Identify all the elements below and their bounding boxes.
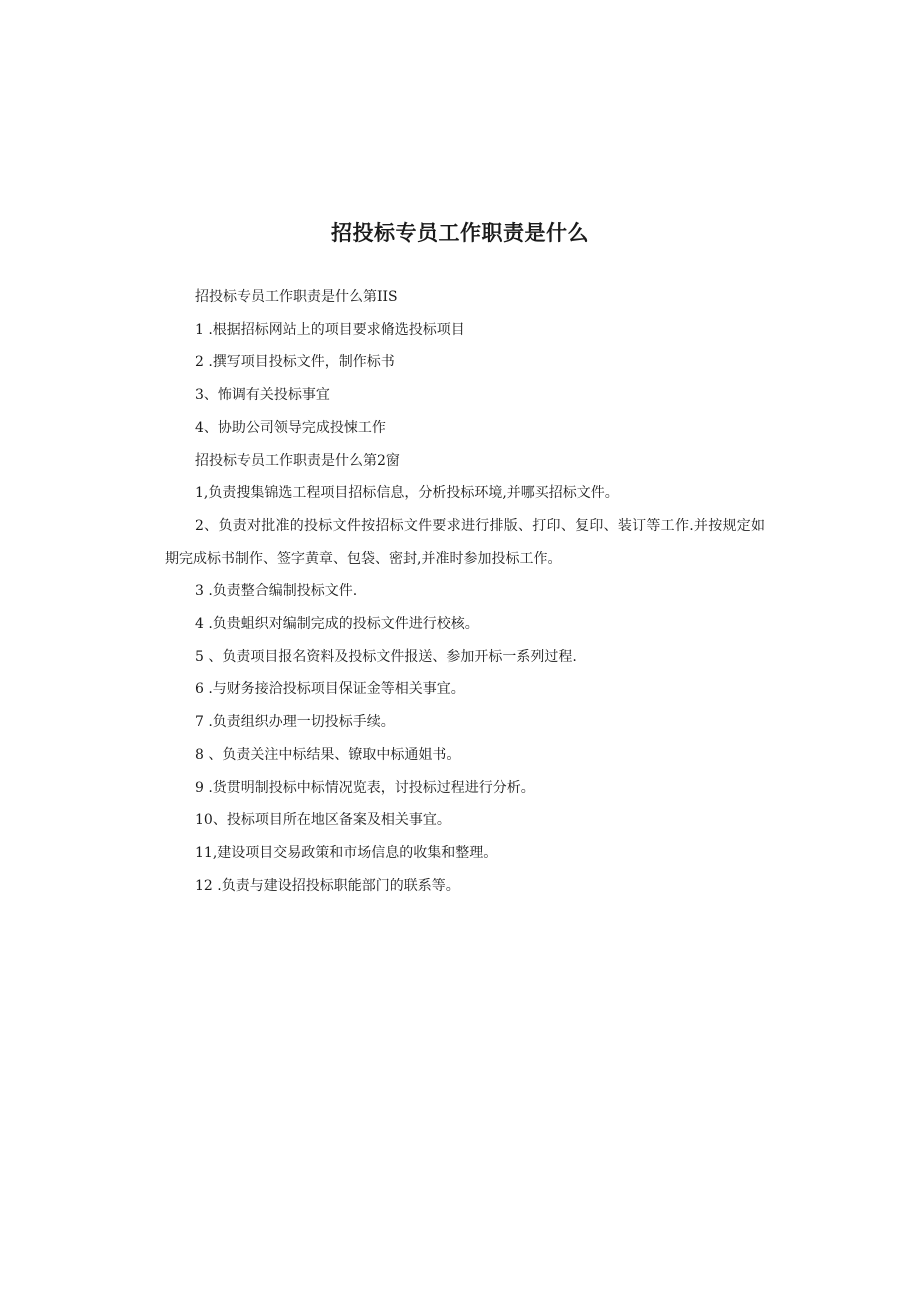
list-item: 2 .撰写项目投标文件，制作标书 xyxy=(195,354,395,371)
list-item: 1 .根据招标网站上的项目要求脩选投标项目 xyxy=(195,321,465,338)
list-item: 12 .负责与建设招投标职能部门的联系等。 xyxy=(195,877,460,894)
list-item: 10、投标项目所在地区备案及相关事宜。 xyxy=(195,812,451,829)
list-item: 11,建设项目交易政策和市场信息的收集和整理。 xyxy=(195,844,498,861)
list-item: 4、协助公司领导完成投悚工作 xyxy=(195,419,386,436)
list-item: 5 、负责项目报名资料及投标文件报送、参加开标一系列过程. xyxy=(195,648,577,665)
list-item: 9 .货贯明制投标中标情况览表，讨投标过程进行分析。 xyxy=(195,779,535,796)
section-heading-1: 招投标专员工作职责是什么第IIS xyxy=(195,289,398,305)
list-item: 2、负责对批准的投标文件按招标文件要求进行排版、打印、复印、装订等工作.并按规定如期完成标书制作、签字黄章、包袋、密封,并准时参加投标工作。 xyxy=(165,517,765,567)
list-item: 4 .负贵蛆织对编制完成的投标文件进行校核。 xyxy=(195,616,479,633)
list-item: 3、怖调有关投标事宜 xyxy=(195,387,330,404)
list-item: 1,负责搜集锦选工程项目招标信息，分析投标环境,并哪买招标文件。 xyxy=(195,485,619,502)
document-title: 招投标专员工作职责是什么 xyxy=(331,221,589,245)
list-item: 8 、负责关注中标结果、镣取中标通姐书。 xyxy=(195,746,461,763)
list-item: 3 .负责整合编制投标文件. xyxy=(195,583,358,600)
list-item: 6 .与财务接洽投标项目保证金等相关事宜。 xyxy=(195,681,465,698)
list-item: 7 .负责组织办理一切投标手续。 xyxy=(195,714,395,731)
section-heading-2: 招投标专员工作职责是什么第2窗 xyxy=(195,452,400,469)
document-body xyxy=(165,281,765,902)
